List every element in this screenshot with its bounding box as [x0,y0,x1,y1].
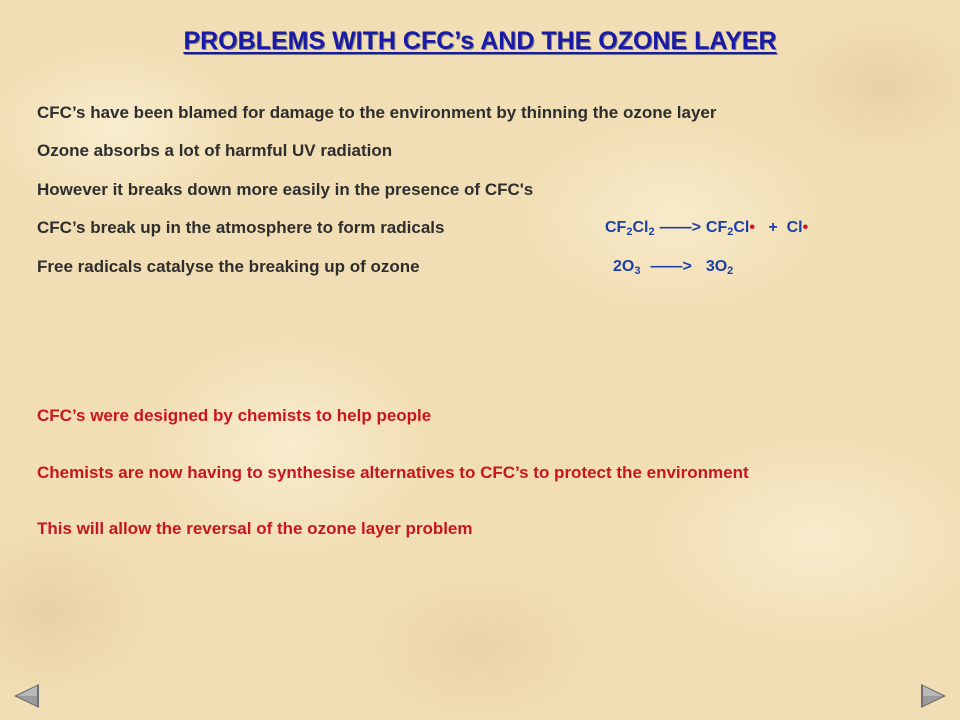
page-title: PROBLEMS WITH CFC’s AND THE OZONE LAYER [183,27,777,55]
statement-1: CFC’s have been blamed for damage to the environment by thinning the ozone layer [37,103,717,122]
eq2-arrow: ——> [650,258,692,275]
previous-slide-button[interactable] [11,682,41,710]
eq1-product2: Cl [786,219,803,236]
eq2-product-sub: 2 [727,265,734,277]
eq1-reactant-mid: Cl [632,219,649,236]
eq2-product: 3O [705,258,728,275]
conclusion-3: This will allow the reversal of the ozone layer problem [37,519,473,538]
eq2-reactant: 2O [613,258,635,275]
statement-3: However it breaks down more easily in the presence of CFC's [37,180,534,199]
eq1-reactant-sub1: 2 [626,226,633,238]
eq1-product1: CF [705,219,728,236]
eq1-product1-sub: 2 [727,226,734,238]
eq1-plus: + [768,219,778,236]
statement-4: CFC’s break up in the atmosphere to form radicals [37,218,445,237]
triangle-right-icon [919,682,949,710]
eq1-reactant: CF [605,219,627,236]
next-slide-button[interactable] [919,682,949,710]
conclusion-1: CFC’s were designed by chemists to help people [37,406,432,425]
statement-5: Free radicals catalyse the breaking up of ozone [37,257,420,276]
eq1-product1-end: Cl [733,219,750,236]
conclusion-2: Chemists are now having to synthesise alternatives to CFC’s to protect the environment [37,463,749,482]
eq1-radical-dot-2: • [802,219,809,236]
equation-cfc-breakdown [605,217,808,239]
statement-2: Ozone absorbs a lot of harmful UV radiation [37,141,393,160]
triangle-left-icon [11,682,41,710]
eq1-reactant-sub2: 2 [648,226,655,238]
eq2-reactant-sub: 3 [634,265,641,277]
eq1-radical-dot-1: • [749,219,755,236]
equation-ozone-breakdown [613,256,733,278]
eq1-arrow: ——> [659,219,701,236]
